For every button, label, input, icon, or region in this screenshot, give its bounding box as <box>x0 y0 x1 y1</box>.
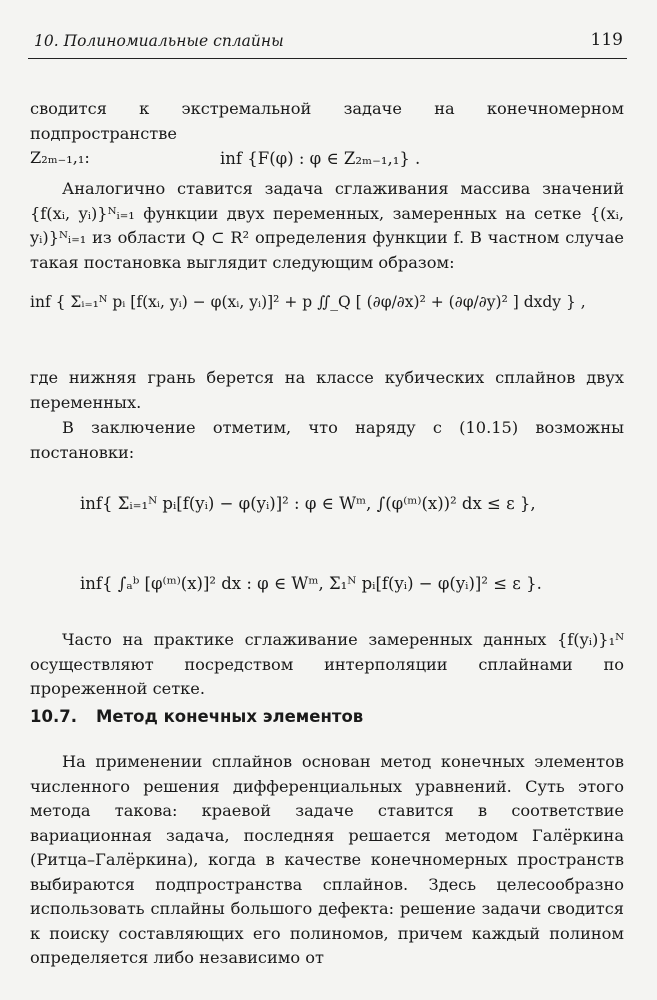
paragraph-intro-line1: сводится к экстремальной задаче на конечномерном подпространстве <box>30 99 624 143</box>
paragraph-practice: Часто на практике сглаживание замеренных данных {f(yᵢ)}₁ᴺ осуществляют посредством интерполяции сплайнами по прореженной сетке. <box>30 630 624 698</box>
section-number: 10.7. <box>30 707 77 726</box>
section-heading <box>30 707 363 726</box>
formula-inf-F: inf {F(φ) : φ ∈ Z₂ₘ₋₁,₁} . <box>220 149 421 168</box>
page-number: 119 <box>590 30 623 50</box>
formula-2d-smoothing: inf { Σᵢ₌₁ᴺ pᵢ [f(xᵢ, yᵢ) − φ(xᵢ, yᵢ)]² + p ∬_Q [ (∂φ/∂x)² + (∂φ/∂y)² ] dxdy } , <box>30 293 586 311</box>
formula-constraint-sum: inf{ ∫ₐᵇ [φ⁽ᵐ⁾(x)]² dx : φ ∈ Wᵐ, Σ₁ᴺ pᵢ[f(yᵢ) − φ(yᵢ)]² ≤ ε }. <box>80 574 542 593</box>
paragraph-fem: На применении сплайнов основан метод конечных элементов численного решения дифференциальных уравнений. Суть этого метода такова: краевой задаче ставится в соответствие вариационная задача, последняя решается методом Галёркина (Ритца–Галёркина), когда в качестве конечномерных пространств выбираются подпространства сплайнов. Здесь целесообразно использовать сплайны большого дефекта: решение задачи сводится к поиску составляющих его полиномов, причем каждый полином определяется либо независимо от <box>30 752 624 967</box>
section-title: Метод конечных элементов <box>96 707 364 726</box>
paragraph-conclusion: В заключение отметим, что наряду с (10.15) возможны постановки: <box>30 418 624 462</box>
chapter-title: 10. Полиномиальные сплайны <box>34 32 284 50</box>
paragraph-lower-bound: где нижняя грань берется на классе кубических сплайнов двух переменных. <box>30 368 624 412</box>
formula-constraint-integral: inf{ Σᵢ₌₁ᴺ pᵢ[f(yᵢ) − φ(yᵢ)]² : φ ∈ Wᵐ, ∫(φ⁽ᵐ⁾(x))² dx ≤ ε }, <box>80 494 536 513</box>
paragraph-intro-line2: Z₂ₘ₋₁,₁: <box>30 148 90 167</box>
paragraph-smoothing: Аналогично ставится задача сглаживания массива значений {f(xᵢ, yᵢ)}ᴺᵢ₌₁ функции двух переменных, замеренных на сетке {(xᵢ, yᵢ)}ᴺᵢ₌₁ из области Q ⊂ R² определения функции f. В частном случае такая постановка выглядит следующим образом: <box>30 179 624 272</box>
running-header <box>28 28 627 59</box>
